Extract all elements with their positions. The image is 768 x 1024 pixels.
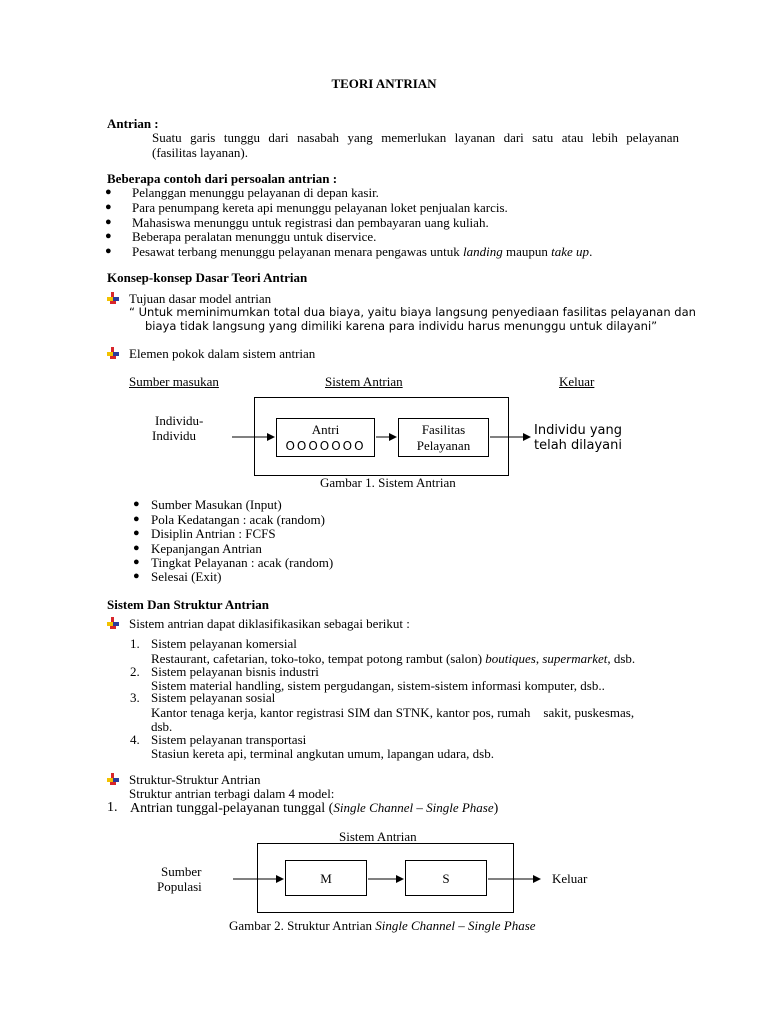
fig1-col-output: Keluar <box>559 374 595 389</box>
fig2-s-label: S <box>442 871 450 886</box>
tujuan-label: Tujuan dasar model antrian <box>129 291 272 306</box>
struktur-struktur-label: Struktur-Struktur Antrian <box>129 772 261 787</box>
struktur-item-num: 2. <box>130 664 140 679</box>
fig2-caption: Gambar 2. Struktur Antrian Single Channel – Single Phase <box>229 918 536 933</box>
bullet-dot: ● <box>105 201 112 213</box>
bullet-dot: ● <box>133 556 140 568</box>
fig1-input-line2: Individu <box>152 428 197 443</box>
element-item: Pola Kedatangan : acak (random) <box>151 512 325 527</box>
bullet-dot: ● <box>133 570 140 582</box>
elemen-label: Elemen pokok dalam sistem antrian <box>129 346 316 361</box>
fig2-s-box <box>405 860 487 896</box>
fig2-system-label: Sistem Antrian <box>339 829 417 844</box>
contoh-item: Beberapa peralatan menunggu untuk diservice. <box>132 229 377 244</box>
struktur-item-detail: Kantor tenaga kerja, kantor registrasi SIM dan STNK, kantor pos, rumah sakit, puskesmas, <box>151 705 635 720</box>
struktur-item-title: Sistem pelayanan komersial <box>151 636 297 651</box>
bullet-dot: ● <box>105 186 112 198</box>
fig1-caption: Gambar 1. Sistem Antrian <box>320 475 456 490</box>
fig1-input-line1: Individu- <box>155 413 204 428</box>
fig1-queue-label: Antri <box>311 422 340 437</box>
element-item: Disiplin Antrian : FCFS <box>151 526 276 541</box>
bullet-dot: ● <box>105 245 112 257</box>
element-item: Selesai (Exit) <box>151 569 222 584</box>
antrian-heading: Antrian : <box>107 116 159 131</box>
fig1-col-system: Sistem Antrian <box>325 374 403 389</box>
fig1-facility-box <box>398 418 489 457</box>
bullet-dot: ● <box>105 216 112 228</box>
antrian-definition-line2: (fasilitas layanan). <box>152 145 249 160</box>
fig2-source-line1: Sumber <box>161 864 202 879</box>
hand-bullet-icon <box>106 617 120 629</box>
contoh-item: Mahasiswa menunggu untuk registrasi dan pembayaran uang kuliah. <box>132 215 489 230</box>
struktur-item-detail: Stasiun kereta api, terminal angkutan umum, lapangan udara, dsb. <box>151 746 494 761</box>
fig1-queue-box <box>276 418 375 457</box>
fig1-col-input: Sumber masukan <box>129 374 219 389</box>
antrian-definition-line1: Suatu garis tunggu dari nasabah yang memerlukan layanan dari satu atau lebih pelayanan <box>152 130 679 145</box>
bullet-dot: ● <box>133 513 140 525</box>
contoh-item: Pesawat terbang menunggu pelayanan menara pengawas untuk landing maupun take up. <box>132 244 593 259</box>
element-item: Tingkat Pelayanan : acak (random) <box>151 555 334 570</box>
bullet-dot: ● <box>133 542 140 554</box>
konsep-heading: Konsep-konsep Dasar Teori Antrian <box>107 270 308 285</box>
hand-bullet-icon <box>106 347 120 359</box>
fig2-m-box <box>285 860 367 896</box>
fig1-queue-dots: OOOOOOO <box>285 439 366 453</box>
klasifikasi-label: Sistem antrian dapat diklasifikasikan sebagai berikut : <box>129 616 410 631</box>
struktur-item-detail: Sistem material handling, sistem pergudangan, sistem-sistem informasi komputer, dsb.. <box>151 678 605 693</box>
struktur-item-num: 4. <box>130 732 140 747</box>
fig1-output-line2: telah dilayani <box>534 438 622 453</box>
struktur-heading: Sistem Dan Struktur Antrian <box>107 597 269 612</box>
fig2-output-label: Keluar <box>552 871 588 886</box>
contoh-heading: Beberapa contoh dari persoalan antrian : <box>107 171 338 186</box>
fig1-facility-line2: Pelayanan <box>416 438 471 453</box>
struktur-item-num: 1. <box>130 636 140 651</box>
fig1-output-line1: Individu yang <box>534 423 623 438</box>
bullet-dot: ● <box>133 498 140 510</box>
struktur-item-title: Sistem pelayanan sosial <box>151 690 276 705</box>
struktur-item-title: Sistem pelayanan transportasi <box>151 732 307 747</box>
tujuan-quote-line1: “ Untuk meminimumkan total dua biaya, yaitu biaya langsung penyediaan fasilitas pelayanan dan <box>129 305 696 319</box>
fig2-m-label: M <box>320 871 332 886</box>
tujuan-quote-line2: biaya tidak langsung yang dimiliki karena para individu harus menunggu untuk dilayani” <box>145 319 658 333</box>
hand-bullet-icon <box>106 773 120 785</box>
bullet-dot: ● <box>105 230 112 242</box>
hand-bullet-icon <box>106 292 120 304</box>
fig1-facility-line1: Fasilitas <box>421 422 466 437</box>
struktur-item-detail: dsb. <box>151 719 173 734</box>
model1-title: Antrian tunggal-pelayanan tunggal (Single Channel – Single Phase) <box>130 800 499 816</box>
bullet-dot: ● <box>133 527 140 539</box>
model1-num: 1. <box>107 800 118 815</box>
struktur-item-num: 3. <box>130 690 140 705</box>
struktur-item-title: Sistem pelayanan bisnis industri <box>151 664 319 679</box>
contoh-item: Pelanggan menunggu pelayanan di depan kasir. <box>132 185 379 200</box>
contoh-item: Para penumpang kereta api menunggu pelayanan loket penjualan karcis. <box>132 200 508 215</box>
fig2-source-line2: Populasi <box>157 879 202 894</box>
element-item: Sumber Masukan (Input) <box>151 497 282 512</box>
page-title: TEORI ANTRIAN <box>331 76 437 91</box>
struktur-item-detail: Restaurant, cafetarian, toko-toko, tempat potong rambut (salon) boutiques, supermarket, dsb. <box>151 651 636 666</box>
element-item: Kepanjangan Antrian <box>151 541 262 556</box>
struktur-struktur-sub: Struktur antrian terbagi dalam 4 model: <box>129 786 335 801</box>
